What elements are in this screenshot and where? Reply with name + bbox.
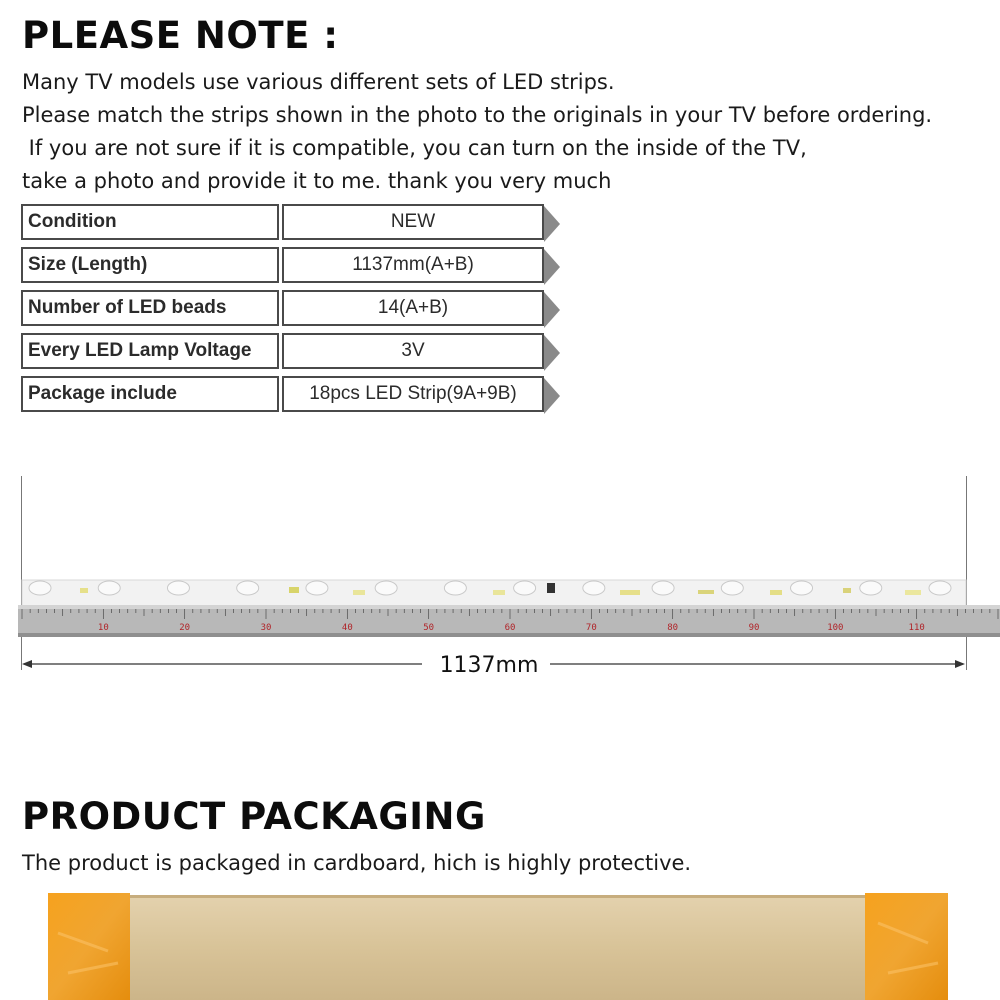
arrow-right-icon	[955, 660, 965, 668]
notice-line: Please match the strips shown in the photo to the originals in your TV before ordering.	[22, 103, 933, 127]
led-lens	[375, 581, 397, 595]
arrow-right-icon	[544, 249, 560, 285]
spec-row-condition	[21, 204, 561, 244]
arrow-right-icon	[544, 206, 560, 242]
ruler-tick-label: 20	[179, 623, 191, 633]
spec-row-size	[21, 247, 561, 287]
tape-left	[48, 893, 130, 1000]
led-lens	[306, 581, 328, 595]
dimension-label: 1137mm	[439, 653, 539, 678]
arrow-right-icon	[544, 292, 560, 328]
spec-value: 3V	[282, 333, 544, 369]
led-lens	[98, 581, 120, 595]
led-lens	[444, 581, 466, 595]
spec-row-voltage	[21, 333, 561, 373]
led-lens	[29, 581, 51, 595]
measuring-ruler	[18, 605, 1000, 637]
ruler-tick-label: 40	[341, 623, 353, 633]
spec-label: Size (Length)	[21, 247, 279, 283]
led-strip	[22, 580, 966, 607]
notice-line: Many TV models use various different sets of LED strips.	[22, 70, 615, 94]
spec-row-led-beads	[21, 290, 561, 330]
spec-label: Package include	[21, 376, 279, 412]
led-lens	[791, 581, 813, 595]
spec-label: Condition	[21, 204, 279, 240]
arrow-left-icon	[22, 660, 32, 668]
ruler-tick-label: 10	[97, 623, 109, 633]
led-lens	[167, 581, 189, 595]
led-lens	[514, 581, 536, 595]
spec-value: 14(A+B)	[282, 290, 544, 326]
spec-label: Every LED Lamp Voltage	[21, 333, 279, 369]
ruler-tick-label: 90	[748, 623, 760, 633]
notice-line: If you are not sure if it is compatible, you can turn on the inside of the TV,	[22, 136, 807, 160]
spec-row-package	[21, 376, 561, 416]
ruler-tick-label: 50	[423, 623, 435, 633]
packaging-description: The product is packaged in cardboard, hich is highly protective.	[22, 851, 692, 875]
spec-table	[21, 204, 561, 419]
spec-value: NEW	[282, 204, 544, 240]
ruler-tick-label: 110	[908, 623, 925, 633]
dimension-line	[22, 653, 965, 678]
ruler-tick-label: 60	[504, 623, 516, 633]
spec-label: Number of LED beads	[21, 290, 279, 326]
arrow-right-icon	[544, 378, 560, 414]
ruler-tick-label: 70	[585, 623, 597, 633]
notice-text	[22, 66, 982, 198]
arrow-right-icon	[544, 335, 560, 371]
ruler-tick-label: 80	[667, 623, 679, 633]
spec-value: 18pcs LED Strip(9A+9B)	[282, 376, 544, 412]
cardboard-box-photo	[48, 893, 948, 1000]
led-lens	[583, 581, 605, 595]
spec-value: 1137mm(A+B)	[282, 247, 544, 283]
ruler-tick-label: 100	[827, 623, 844, 633]
packaging-title: PRODUCT PACKAGING	[22, 795, 486, 838]
ruler-tick-label: 30	[260, 623, 272, 633]
led-lens	[929, 581, 951, 595]
tape-right	[865, 893, 948, 1000]
notice-line: take a photo and provide it to me. thank you very much	[22, 169, 612, 193]
led-lens	[652, 581, 674, 595]
led-lens	[721, 581, 743, 595]
led-lens	[237, 581, 259, 595]
notice-title: PLEASE NOTE :	[22, 14, 339, 57]
cardboard-box	[48, 895, 948, 1000]
led-strip-photo	[0, 470, 1000, 680]
led-lens	[860, 581, 882, 595]
